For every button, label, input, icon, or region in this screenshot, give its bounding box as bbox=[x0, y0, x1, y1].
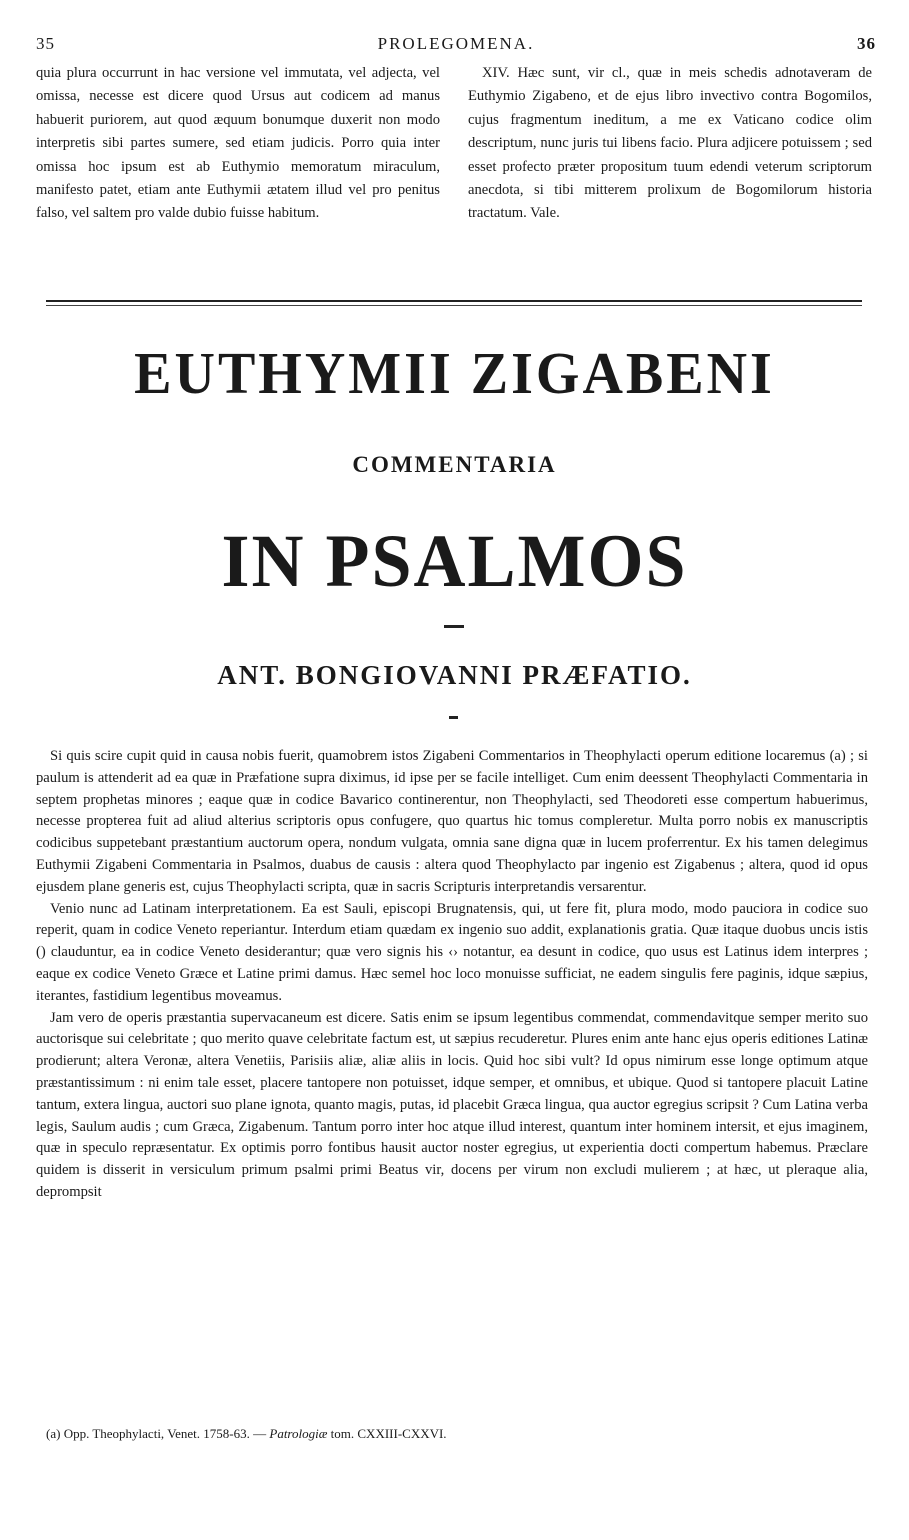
left-column-text: quia plura occurrunt in hac versione vel immutata, vel adjecta, vel omissa, necesse est dicere quod Ursus aut codicem ad manus habuerit puriorem, aut quod æquum bonumque duxerit non modo interpretis sibi partes sumere, sed etiam judicis. Porro quia inter omissa hoc ipsum est ab Euthymio memoratum miraculum, manifesto patet, etiam ante Euthymii ætatem illud vel pro penitus falso, vel saltem pro valde dubio fuisse habitum. bbox=[36, 65, 440, 222]
running-head bbox=[36, 34, 876, 56]
footnote bbox=[46, 1425, 866, 1443]
page-number-right: 36 bbox=[857, 34, 876, 53]
author-title: EUTHYMII ZIGABENI bbox=[134, 341, 775, 407]
paragraph-3: Jam vero de operis præstantia supervacaneum est dicere. Satis enim se ipsum legentibus commendat, commendavitque semper merito suo auctorisque sui celebritate ; quo merito quave celebritate factum est, ut sæpius recuderetur. Plures enim ante hanc ejus operis editiones Latinæ prodierunt; altera Veronæ, altera Venetiis, Parisiis aliæ, aliæ aliis in locis. Quid hoc sibi vult? Id opus nimirum esse longe optimum atque præstantissimum : ni enim tale esset, placere tantopere non potuisset, idque semper, et omnibus, et ubique. Quod si tantopere placuit Latine tantum, extera lingua, auctori suo plane ignota, quanto magis, putas, id placebit Græca lingua, qua auctor egregius scripsit ? Cum Latina verba legis, Saulum audis ; cum Græca, Zigabenum. Tantum porro inter hoc atque illud interest, quantum inter hominem intersit, et ejus imaginem, quæ in speculo repræsentatur. Ex optimis porro fontibus hausit auctor noster egregius, ut experientia docti compertum habemus. Præclare quidem is disserit in versiculum primum psalmi primi Beatus vir, docens per virum non excludi mulierem ; at hæc, ut pleraque alia, deprompsit bbox=[36, 1009, 868, 1200]
footnote-text-before: Opp. Theophylacti, Venet. 1758-63. — bbox=[63, 1426, 267, 1441]
title-dash bbox=[444, 625, 464, 628]
left-column bbox=[36, 62, 440, 226]
section-divider bbox=[46, 300, 862, 302]
running-title: PROLEGOMENA. bbox=[377, 34, 535, 53]
two-column-section bbox=[36, 62, 878, 282]
footnote-mark: (a) bbox=[46, 1426, 61, 1441]
right-column bbox=[468, 62, 872, 226]
preface-heading: ANT. BONGIOVANNI PRÆFATIO. bbox=[217, 660, 692, 690]
right-column-text: XIV. Hæc sunt, vir cl., quæ in meis schedis adnotaveram de Euthymio Zigabeno, et de ejus libro invectivo contra Bogomilos, cujus fragmentum ineditum, a me ex Vaticano codice olim descriptum, nunc juris tui libens facio. Plura adjicere potuissem ; sed esset profecto præter propositum tuum edendi veterum scriptorum anecdota, si tibi mitterem prolixum de Bogomilorum historia tractatum. Vale. bbox=[468, 65, 872, 222]
preface-body bbox=[36, 746, 868, 1204]
paragraph-2: Venio nunc ad Latinam interpretationem. Ea est Sauli, episcopi Brugnatensis, qui, ut fere fit, plura modo, modo pauciora in codice suo reperit, quam in codice Veneto reperiantur. Interdum etiam quædam ex ingenio suo addit, explanationis gratia. Quæ itaque duobus uncis istis () clauduntur, ea in codice Veneto desiderantur; quæ vero signis his ‹› notantur, ea desunt in codice, quo usus est Latinus idem interpres ; eaque ex codice Veneto Græce et Latine primi damus. Hæc semel hoc loco monuisse sufficiat, ne eadem singulis fere paginis, idque sæpius, iterantes, fastidium legentibus moveamus. bbox=[36, 900, 868, 1004]
heading-dash bbox=[449, 716, 458, 719]
page-number-left: 35 bbox=[36, 34, 55, 53]
paragraph-1: Si quis scire cupit quid in causa nobis fuerit, quamobrem istos Zigabeni Commentarios in Theophylacti operum editione locaremus (a) ; si paulum is attenderit ad ea quæ in Præfatione supra diximus, id ipse per se facile intelliget. Cum enim deessent Theophylacti Commentaria in septem prophetas minores ; eaque quæ in codice Bavarico continerentur, non Theophylacti, sed Theodoreti esse compertum habuerimus, necesse propterea fuit ad aliud alterius scriptoris opus confugere, quo quartus hic tomus compleretur. Multa porro nobis ex manuscriptis codicibus suppetebant præstantium auctorum opera, nondum vulgata, omnia sane digna quæ in lucem proferrentur. Ex his tamen delegimus Euthymii Zigabeni Commentaria in Psalmos, duabus de causis : altera quod Theophylacto par ingenio est Zigabenus ; altera, quod id opus ejusdem plane generis est, cujus Theophylacti scripta, quæ in sacris Scripturis interpretandis versarentur. bbox=[36, 748, 868, 895]
footnote-text-after: tom. CXXIII-CXXVI. bbox=[330, 1426, 447, 1441]
footnote-italic: Patrologiæ bbox=[269, 1426, 328, 1441]
commentaria-subtitle: COMMENTARIA bbox=[352, 452, 557, 477]
work-title: IN PSALMOS bbox=[221, 518, 688, 603]
section-divider-thin bbox=[46, 305, 862, 306]
